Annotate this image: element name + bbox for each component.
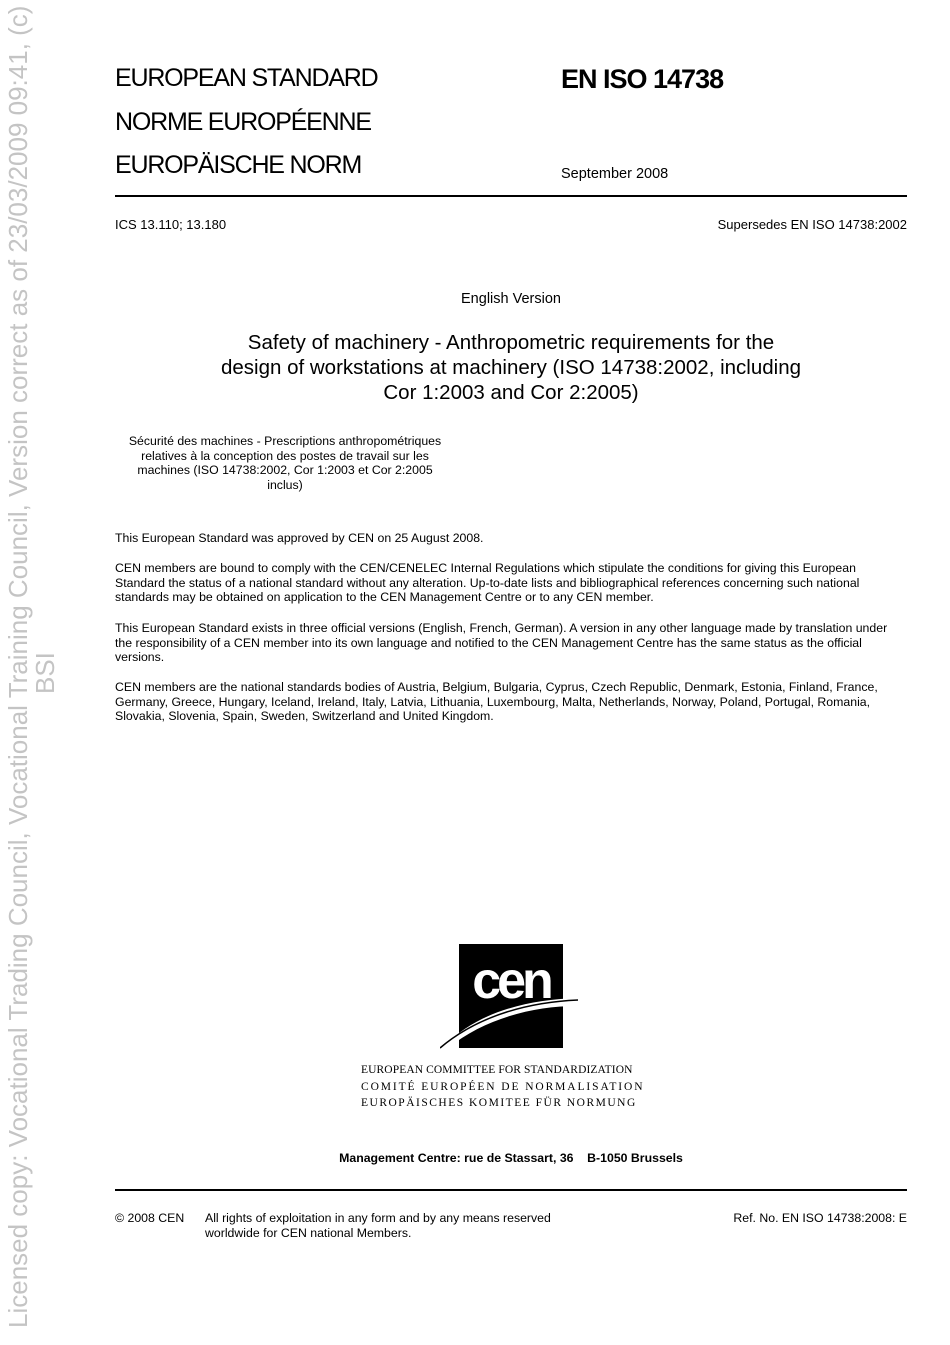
standard-number: EN ISO 14738	[561, 64, 724, 94]
approval-paragraph: This European Standard was approved by CEN on 25 August 2008.	[115, 531, 484, 545]
cen-logo-text: cen	[472, 952, 550, 1010]
committee-german: EUROPÄISCHES KOMITEE FÜR NORMUNG	[361, 1097, 637, 1109]
ics-codes: ICS 13.110; 13.180	[115, 217, 227, 232]
rights-line-2: worldwide for CEN national Members.	[205, 1225, 412, 1240]
reference-number: Ref. No. EN ISO 14738:2008: E	[733, 1211, 907, 1225]
license-watermark	[0, 0, 60, 1345]
french-title-line-3: machines (ISO 14738:2002, Cor 1:2003 et Cor 2:2005	[137, 463, 433, 478]
footer-divider	[115, 1189, 907, 1191]
title-line-2: design of workstations at machinery (ISO 14738:2002, including	[220, 356, 802, 379]
committee-french: COMITÉ EUROPÉEN DE NORMALISATION	[361, 1080, 645, 1093]
watermark-line-1: Licensed copy: Vocational Trading Council, Vocational Training Council, Version correct as of 23/03/2009 09:41, (c)	[3, 5, 33, 1328]
management-centre-address: Management Centre: rue de Stassart, 36 B-1050 Brussels	[339, 1151, 683, 1165]
french-title-line-1: Sécurité des machines - Prescriptions anthropométriques	[128, 434, 442, 448]
french-title	[115, 434, 455, 492]
document-title	[115, 330, 907, 405]
french-title-line-4: inclus)	[267, 477, 303, 492]
title-line-1: Safety of machinery - Anthropometric requirements for the	[247, 331, 775, 354]
rights-line-1: All rights of exploitation in any form and by any means reserved	[205, 1211, 551, 1225]
members-paragraph: CEN members are the national standards bodies of Austria, Belgium, Bulgaria, Cyprus, Czech Republic, Denmark, Estonia, Finland, France, Germany, Greece, Hungary, Iceland, Ireland, Italy, Latvia, Lithuania, Luxembourg, Malta, Netherlands, Norway, Poland, Portugal, Romania, Slovakia, Slovenia, Spain, Sweden, Switzerland and United Kingdom.	[115, 680, 878, 724]
committee-english: EUROPEAN COMMITTEE FOR STANDARDIZATION	[361, 1064, 633, 1076]
title-german: EUROPÄISCHE NORM	[115, 151, 362, 179]
compliance-paragraph: CEN members are bound to comply with the CEN/CENELEC Internal Regulations which stipulate the conditions for giving this European Standard the status of a national standard without any alteration. Up-to-date lists and bibliographical references concerning such national standards may be obtained on application to the CEN Management Centre or to any CEN member.	[115, 561, 860, 605]
cen-logo-graphic	[440, 940, 580, 1050]
cen-committee-names	[361, 1062, 661, 1112]
language-version: English Version	[461, 291, 561, 307]
title-english: EUROPEAN STANDARD	[115, 64, 378, 92]
rights-statement	[205, 1211, 551, 1240]
publication-date: September 2008	[561, 166, 669, 182]
watermark-line-2: BSI	[30, 652, 60, 694]
cen-logo	[440, 940, 580, 1055]
header-divider	[115, 195, 907, 197]
title-french: NORME EUROPÉENNE	[115, 108, 371, 136]
copyright: © 2008 CEN	[115, 1211, 185, 1225]
french-title-line-2: relatives à la conception des postes de travail sur les	[141, 448, 429, 463]
versions-paragraph: This European Standard exists in three official versions (English, French, German). A version in any other language made by translation under the responsibility of a CEN member into its own language and notified to the CEN Management Centre has the same status as the official versions.	[115, 621, 888, 665]
supersedes-note: Supersedes EN ISO 14738:2002	[717, 217, 907, 232]
title-line-3: Cor 1:2003 and Cor 2:2005)	[383, 381, 639, 404]
